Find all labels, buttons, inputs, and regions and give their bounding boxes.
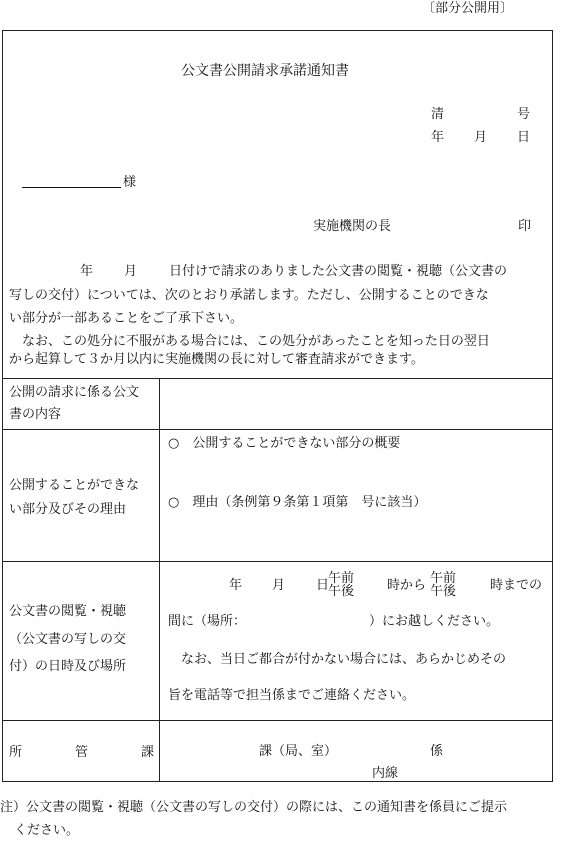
dept-label-char-3: 課 (141, 745, 155, 760)
schedule-day-label: 日 (316, 578, 330, 593)
schedule-row-label-2: （公文書の写しの交 (9, 632, 127, 647)
end-pm-option: 午後 (430, 584, 457, 599)
schedule-row-label-3: 付）の日時及び場所 (9, 659, 127, 674)
withheld-reason-item: ○ 理由（条例第９条第１項第 号に該当） (168, 495, 427, 510)
from-hour-label: 時から (387, 578, 427, 593)
seal-mark: 印 (518, 219, 532, 234)
absence-notice-line-1: なお、当日ご都合が付かない場合には、あらかじめその (168, 652, 507, 667)
reason-row-label-1: 公開することができな (9, 478, 140, 493)
start-ampm-choice (328, 572, 354, 598)
body-month-label: 月 (124, 264, 138, 279)
until-hour-label: 時までの (490, 578, 543, 593)
dept-section-label: 課（局、室） (259, 744, 338, 759)
document-title: 公文書公開請求承諾通知書 (181, 63, 349, 79)
absence-notice-line-2: 旨を電話等で担当係までご連絡ください。 (168, 688, 416, 703)
issuer-label: 実施機関の長 (313, 219, 392, 234)
date-day-label: 日 (517, 130, 531, 145)
disclosure-type-tag: 〔部分公開用〕 (422, 1, 514, 16)
place-close-label: ）にお越しください。 (369, 614, 500, 629)
label-column-divider (159, 378, 160, 782)
extension-label: 内線 (372, 766, 399, 781)
row-divider-2 (2, 561, 553, 562)
body-line-3: い部分が一部あることをご了承下さい。 (9, 311, 244, 326)
body-line-5: から起算して３か月以内に実施機関の長に対して審査請求ができます。 (9, 352, 424, 367)
schedule-row-label-1: 公文書の閲覧・視聴 (9, 604, 127, 619)
schedule-month-label: 月 (272, 578, 286, 593)
addressee-suffix: 様 (123, 175, 137, 190)
date-year-label: 年 (431, 130, 445, 145)
end-am-option: 午前 (430, 571, 457, 586)
body-year-label: 年 (80, 264, 94, 279)
row-divider-1 (2, 429, 553, 430)
start-pm-option: 午後 (328, 584, 355, 599)
dept-label-char-2: 管 (75, 745, 89, 760)
content-row-label-1: 公開の請求に係る公文 (9, 385, 140, 400)
dept-label-char-1: 所 (9, 745, 23, 760)
date-month-label: 月 (474, 130, 488, 145)
dept-unit-label: 係 (430, 744, 444, 759)
document-number-suffix: 号 (517, 107, 531, 122)
body-line-2: 写しの交付）については、次のとおり承諾します。ただし、公開することのできな (9, 288, 489, 303)
body-line-4: なお、この処分に不服がある場合には、この処分があったことを知った日の翌日 (9, 334, 490, 349)
footnote-line-1: 注）公文書の閲覧・視聴（公文書の写しの交付）の際には、この通知書を係員にご提示 (0, 800, 508, 815)
content-row-label-2: 書の内容 (9, 407, 62, 422)
document-number-prefix: 清 (431, 107, 445, 122)
schedule-year-label: 年 (229, 578, 243, 593)
table-top-rule (2, 378, 553, 379)
reason-row-label-2: い部分及びその理由 (9, 502, 127, 517)
start-am-option: 午前 (328, 571, 355, 586)
footnote-line-2: ください。 (14, 823, 80, 838)
body-line-1: 日付けで請求のありました公文書の閲覧・視聴（公文書の (169, 264, 508, 279)
withheld-summary-item: ○ 公開することができない部分の概要 (168, 436, 401, 451)
end-ampm-choice (430, 572, 456, 598)
row-divider-3 (2, 720, 553, 721)
place-open-label: 間に（場所： (168, 614, 247, 629)
addressee-name-line (22, 187, 121, 188)
